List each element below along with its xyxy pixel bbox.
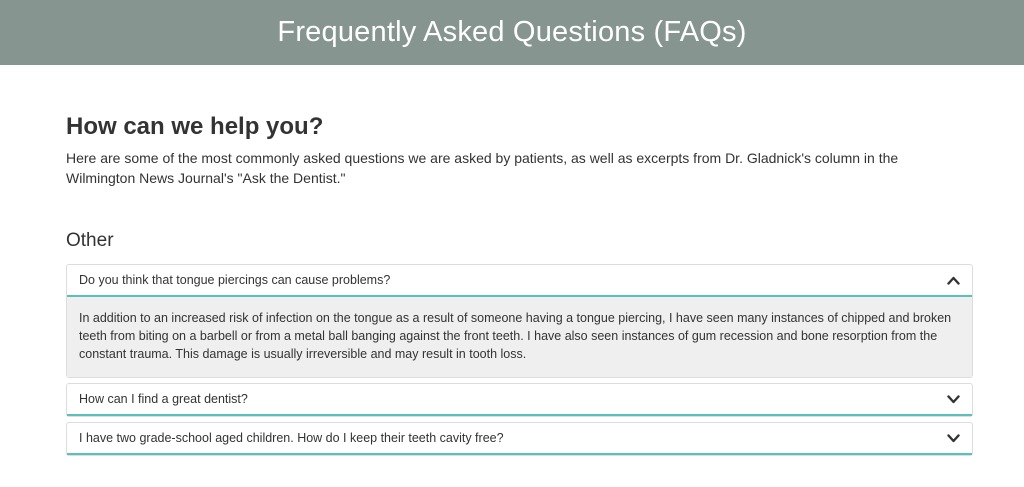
page-banner xyxy=(0,0,1024,65)
faq-question-text: Do you think that tongue piercings can cause problems? xyxy=(79,273,391,287)
faq-question-toggle[interactable] xyxy=(67,265,972,297)
faq-item xyxy=(66,422,973,456)
faq-accordion xyxy=(66,264,973,456)
faq-item xyxy=(66,264,973,378)
faq-item xyxy=(66,383,973,417)
faq-content xyxy=(0,113,1024,456)
section-heading-other: Other xyxy=(66,230,114,251)
help-heading: How can we help you? xyxy=(66,113,324,140)
chevron-up-icon[interactable] xyxy=(946,273,960,287)
faq-question-toggle[interactable] xyxy=(67,423,972,455)
faq-question-toggle[interactable] xyxy=(67,384,972,416)
faq-question-text: I have two grade-school aged children. How do I keep their teeth cavity free? xyxy=(79,431,504,445)
faq-question-text: How can I find a great dentist? xyxy=(79,392,248,406)
chevron-down-icon[interactable] xyxy=(946,431,960,445)
faq-answer: In addition to an increased risk of infection on the tongue as a result of someone having a tongue piercing, I have seen many instances of chipped and broken teeth from biting on a barbell or from a metal ball banging against the front teeth. I have also seen instances of gum recession and bone resorption from the constant trauma. This damage is usually irreversible and may result in tooth loss. xyxy=(67,297,972,377)
page-title: Frequently Asked Questions (FAQs) xyxy=(277,16,747,48)
help-intro-text: Here are some of the most commonly asked questions we are asked by patients, as well as excerpts from Dr. Gladnick's column in the Wilmington News Journal's "Ask the Dentist." xyxy=(66,150,899,186)
chevron-down-icon[interactable] xyxy=(946,392,960,406)
